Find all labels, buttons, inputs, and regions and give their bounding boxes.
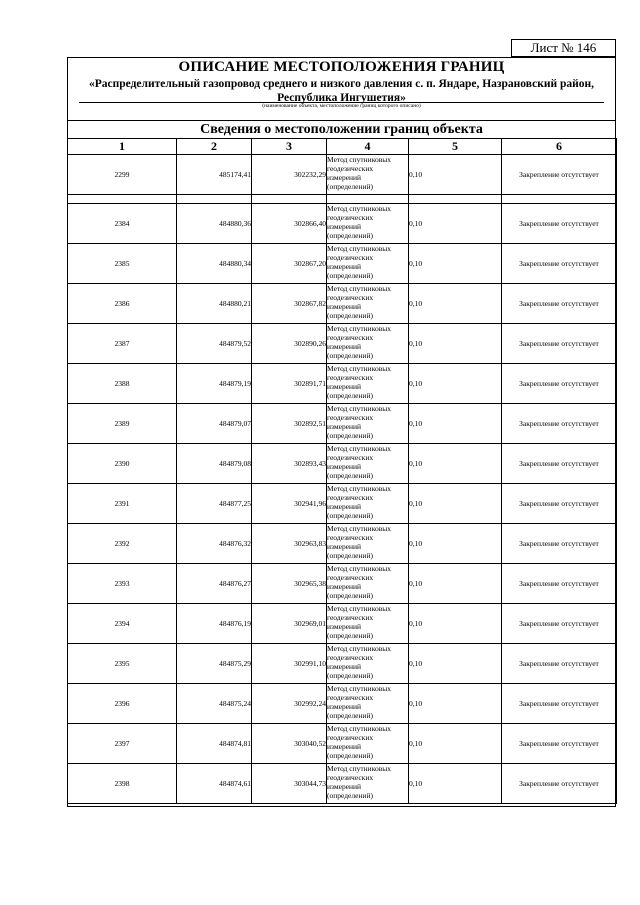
table-cell: 484880,34 xyxy=(177,244,252,284)
table-row xyxy=(68,644,617,684)
table-cell: 302941,96 xyxy=(252,484,327,524)
table-cell: 0,10 xyxy=(409,564,502,604)
object-name-caption: (наименование объекта, местоположение границ которого описано) xyxy=(262,103,421,109)
table-cell: 2398 xyxy=(68,764,177,804)
table-cell: Метод спутниковых геодезических измерений (определений) xyxy=(327,604,409,644)
table-row xyxy=(68,155,617,195)
table-header-row xyxy=(68,139,617,155)
table-cell: 2394 xyxy=(68,604,177,644)
table-cell: 485174,41 xyxy=(177,155,252,195)
table-row xyxy=(68,684,617,724)
table-cell: 484876,32 xyxy=(177,524,252,564)
table-cell: 302232,29 xyxy=(252,155,327,195)
table-cell: 484879,19 xyxy=(177,364,252,404)
column-header: 1 xyxy=(68,139,177,155)
table-cell: 484876,19 xyxy=(177,604,252,644)
table-cell: 302892,51 xyxy=(252,404,327,444)
table-cell: 302867,20 xyxy=(252,244,327,284)
table-cell xyxy=(177,195,252,204)
table-cell: 303040,52 xyxy=(252,724,327,764)
table-cell: Закрепление отсутствует xyxy=(502,764,617,804)
table-row xyxy=(68,364,617,404)
table-cell: Метод спутниковых геодезических измерений (определений) xyxy=(327,484,409,524)
table-cell: 0,10 xyxy=(409,155,502,195)
table-row xyxy=(68,484,617,524)
column-header: 5 xyxy=(409,139,502,155)
table-cell: 0,10 xyxy=(409,404,502,444)
table-cell: 0,10 xyxy=(409,724,502,764)
table-cell: Метод спутниковых геодезических измерений (определений) xyxy=(327,404,409,444)
table-cell: Метод спутниковых геодезических измерений (определений) xyxy=(327,155,409,195)
table-cell: Метод спутниковых геодезических измерений (определений) xyxy=(327,204,409,244)
table-cell: 2384 xyxy=(68,204,177,244)
table-cell: Закрепление отсутствует xyxy=(502,644,617,684)
table-cell: 0,10 xyxy=(409,684,502,724)
section-divider xyxy=(67,120,616,121)
table-row xyxy=(68,244,617,284)
table-cell: 484875,24 xyxy=(177,684,252,724)
table-cell: 484877,25 xyxy=(177,484,252,524)
document-title: ОПИСАНИЕ МЕСТОПОЛОЖЕНИЯ ГРАНИЦ xyxy=(178,59,505,75)
table-row xyxy=(68,444,617,484)
table-cell: 2390 xyxy=(68,444,177,484)
table-cell xyxy=(327,195,409,204)
column-header: 6 xyxy=(502,139,617,155)
table-spacer-row xyxy=(68,195,617,204)
table-cell: 302893,43 xyxy=(252,444,327,484)
table-cell: Метод спутниковых геодезических измерений (определений) xyxy=(327,724,409,764)
table-cell: 2391 xyxy=(68,484,177,524)
table-cell: 0,10 xyxy=(409,364,502,404)
table-cell: Закрепление отсутствует xyxy=(502,484,617,524)
table-cell: 0,10 xyxy=(409,644,502,684)
table-cell: Метод спутниковых геодезических измерений (определений) xyxy=(327,644,409,684)
table-cell: 484879,07 xyxy=(177,404,252,444)
column-header: 2 xyxy=(177,139,252,155)
table-cell: 302891,71 xyxy=(252,364,327,404)
table-cell: 0,10 xyxy=(409,204,502,244)
table-cell: Закрепление отсутствует xyxy=(502,684,617,724)
table-cell: Закрепление отсутствует xyxy=(502,524,617,564)
boundary-points-table xyxy=(67,138,617,804)
table-cell: 302965,38 xyxy=(252,564,327,604)
table-cell: Закрепление отсутствует xyxy=(502,604,617,644)
table-cell: 2395 xyxy=(68,644,177,684)
table-cell: 484879,52 xyxy=(177,324,252,364)
table-cell: Метод спутниковых геодезических измерений (определений) xyxy=(327,764,409,804)
table-cell: 484880,21 xyxy=(177,284,252,324)
table-cell: 484874,61 xyxy=(177,764,252,804)
table-row xyxy=(68,564,617,604)
table-cell: 0,10 xyxy=(409,764,502,804)
table-cell: 0,10 xyxy=(409,524,502,564)
table-cell: Метод спутниковых геодезических измерений (определений) xyxy=(327,684,409,724)
table-cell: 302991,10 xyxy=(252,644,327,684)
table-cell: 0,10 xyxy=(409,444,502,484)
document-header xyxy=(67,57,616,121)
table-cell xyxy=(252,195,327,204)
section-title: Сведения о местоположении границ объекта xyxy=(200,122,483,137)
table-cell: 2393 xyxy=(68,564,177,604)
table-cell: 0,10 xyxy=(409,244,502,284)
table-cell: Закрепление отсутствует xyxy=(502,155,617,195)
table-cell: Метод спутниковых геодезических измерений (определений) xyxy=(327,444,409,484)
table-cell: 484880,36 xyxy=(177,204,252,244)
table-cell: 302866,40 xyxy=(252,204,327,244)
table-row xyxy=(68,724,617,764)
table-row xyxy=(68,324,617,364)
table-cell: 302992,24 xyxy=(252,684,327,724)
table-cell: 0,10 xyxy=(409,284,502,324)
table-cell xyxy=(409,195,502,204)
table-row xyxy=(68,404,617,444)
table-row xyxy=(68,764,617,804)
table-cell: 2386 xyxy=(68,284,177,324)
table-cell: 2396 xyxy=(68,684,177,724)
object-name: «Распределительный газопровод среднего и низкого давления с. п. Яндаре, Назрановский район, Республика Ингушетия» xyxy=(88,78,594,104)
column-header: 4 xyxy=(327,139,409,155)
table-cell: 302867,82 xyxy=(252,284,327,324)
table-cell: Метод спутниковых геодезических измерений (определений) xyxy=(327,284,409,324)
table-cell: 484876,27 xyxy=(177,564,252,604)
table-cell: Закрепление отсутствует xyxy=(502,204,617,244)
table-cell: 484874,81 xyxy=(177,724,252,764)
table-cell: Закрепление отсутствует xyxy=(502,244,617,284)
table-cell: 302969,01 xyxy=(252,604,327,644)
table-cell xyxy=(68,195,177,204)
table-cell: 2387 xyxy=(68,324,177,364)
table-cell: 2389 xyxy=(68,404,177,444)
table-row xyxy=(68,204,617,244)
table-cell: Закрепление отсутствует xyxy=(502,564,617,604)
table-cell: 2385 xyxy=(68,244,177,284)
table-cell: Метод спутниковых геодезических измерений (определений) xyxy=(327,524,409,564)
table-cell: Закрепление отсутствует xyxy=(502,724,617,764)
table-row xyxy=(68,604,617,644)
table-cell: Закрепление отсутствует xyxy=(502,324,617,364)
table-cell: 303044,73 xyxy=(252,764,327,804)
column-header: 3 xyxy=(252,139,327,155)
table-cell: 0,10 xyxy=(409,484,502,524)
table-cell: 0,10 xyxy=(409,604,502,644)
table-cell: 2388 xyxy=(68,364,177,404)
table-cell: Метод спутниковых геодезических измерений (определений) xyxy=(327,564,409,604)
table-cell: Закрепление отсутствует xyxy=(502,444,617,484)
table-cell: 0,10 xyxy=(409,324,502,364)
table-cell: Метод спутниковых геодезических измерений (определений) xyxy=(327,324,409,364)
table-cell: Метод спутниковых геодезических измерений (определений) xyxy=(327,364,409,404)
sheet-number: Лист № 146 xyxy=(511,39,616,57)
table-cell: 302890,26 xyxy=(252,324,327,364)
table-cell xyxy=(502,195,617,204)
table-cell: 2397 xyxy=(68,724,177,764)
table-cell: 302963,83 xyxy=(252,524,327,564)
table-row xyxy=(68,524,617,564)
table-row xyxy=(68,284,617,324)
table-cell: 2299 xyxy=(68,155,177,195)
table-cell: Закрепление отсутствует xyxy=(502,404,617,444)
table-cell: 484875,29 xyxy=(177,644,252,684)
table-cell: 2392 xyxy=(68,524,177,564)
table-cell: Метод спутниковых геодезических измерений (определений) xyxy=(327,244,409,284)
table-cell: 484879,08 xyxy=(177,444,252,484)
table-cell: Закрепление отсутствует xyxy=(502,364,617,404)
table-cell: Закрепление отсутствует xyxy=(502,284,617,324)
